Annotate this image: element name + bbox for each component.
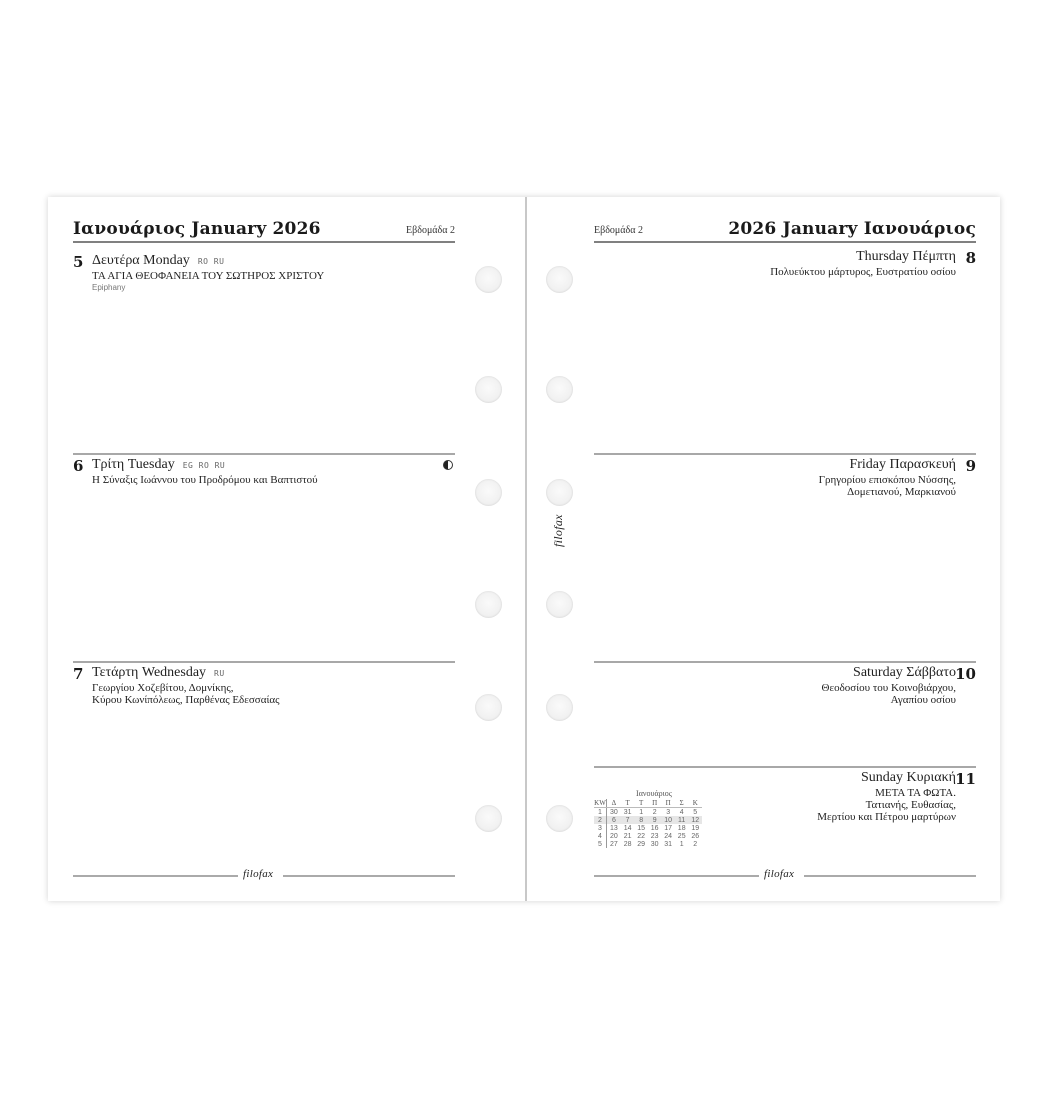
date-cell: 23 [650, 832, 659, 840]
feast-name: Θεοδοσίου του Κοινοβιάρχου, [821, 682, 956, 694]
day-notes [822, 682, 956, 706]
footer-rule [73, 875, 238, 877]
day-name: Τρίτη Tuesday EG RO RU [92, 457, 226, 472]
right-page-header [594, 219, 976, 243]
week-number: Εβδομάδα 2 [406, 225, 455, 236]
filofax-logo: filofax [243, 868, 274, 880]
day-number: 11 [955, 770, 976, 788]
feast-name: Τατιανής, Ευθασίας, [865, 799, 956, 811]
date-cell: 31 [623, 808, 632, 816]
date-cell: 22 [637, 832, 646, 840]
month-title: 2026 January Ιανουάριος [728, 219, 976, 239]
weekday-header: Π [648, 799, 662, 808]
date-cell: 5 [693, 808, 698, 816]
right-page [527, 197, 1000, 901]
date-cell: 8 [634, 816, 648, 824]
weekday-header: Κ [688, 799, 702, 808]
date-cell: 13 [610, 824, 618, 832]
date-cell: 1 [639, 808, 644, 816]
date-cell: 15 [637, 824, 646, 832]
right-page-footer [594, 870, 976, 882]
day-divider [73, 453, 455, 455]
binder-hole-icon [475, 805, 502, 832]
calendar-week-row [594, 808, 702, 817]
day-name: Friday Παρασκευή [849, 457, 956, 472]
date-cell: 7 [621, 816, 635, 824]
footer-rule [283, 875, 455, 877]
planner-spread [48, 197, 1000, 901]
footer-rule [594, 875, 759, 877]
binder-hole-icon [475, 376, 502, 403]
feast-name: Γρηγορίου επισκόπου Νύσσης, [818, 474, 956, 486]
weekday-header: Σ [675, 799, 689, 808]
feast-name: Η Σύναξις Ιωάννου του Προδρόμου και Βαπτιστού [92, 474, 318, 486]
mini-calendar-grid [594, 799, 702, 848]
date-cell: 29 [637, 840, 646, 848]
footer-rule [804, 875, 976, 877]
day-notes [92, 270, 324, 294]
calendar-week-row [594, 840, 702, 848]
calendar-week-row [594, 824, 702, 832]
date-cell: 12 [688, 816, 702, 824]
date-cell: 26 [691, 832, 700, 840]
week-column-header: KW [594, 799, 606, 807]
date-cell: 1 [679, 840, 684, 848]
day-name: Τετάρτη Wednesday RU [92, 665, 225, 680]
week-number-cell: 3 [594, 824, 607, 832]
week-number-cell: 4 [594, 832, 607, 840]
holiday-country-codes: RU [214, 669, 225, 678]
date-cell: 30 [650, 840, 659, 848]
calendar-week-row-current [594, 816, 702, 824]
day-name: Sunday Κυριακή [860, 770, 956, 785]
week-number-cell: 5 [594, 840, 607, 848]
day-notes [770, 266, 956, 278]
date-cell: 16 [650, 824, 659, 832]
week-number: Εβδομάδα 2 [594, 225, 643, 236]
feast-name: Πολυεύκτου μάρτυρος, Ευστρατίου οσίου [770, 266, 956, 278]
date-cell: 2 [693, 840, 698, 848]
date-cell: 10 [661, 816, 675, 824]
date-cell: 18 [677, 824, 686, 832]
day-block-tuesday[interactable] [73, 453, 455, 659]
day-number: 6 [73, 457, 84, 475]
holiday-name: Epiphany [92, 283, 126, 292]
date-cell: 6 [607, 816, 621, 824]
day-name: Thursday Πέμπτη [856, 249, 956, 264]
binder-hole-icon [475, 479, 502, 506]
weekday-header: Τ [621, 799, 635, 808]
holiday-country-codes: EG RO RU [182, 461, 226, 470]
day-block-wednesday[interactable] [73, 661, 455, 867]
month-title: Ιανουάριος January 2026 [73, 219, 321, 239]
day-divider [594, 766, 976, 768]
date-cell: 2 [652, 808, 657, 816]
day-divider [594, 453, 976, 455]
day-notes [92, 682, 280, 706]
first-quarter-moon-icon [443, 460, 453, 470]
day-block-thursday[interactable] [594, 245, 976, 451]
spine-filofax-logo: filofax [551, 514, 565, 547]
binder-hole-icon [475, 694, 502, 721]
weekday-header: Π [661, 799, 675, 808]
day-notes [92, 474, 318, 486]
mini-month-calendar [594, 789, 702, 848]
feast-name: ΜΕΤΑ ΤΑ ΦΩΤΑ. [875, 787, 956, 799]
date-cell: 28 [623, 840, 632, 848]
left-page-footer [73, 870, 455, 882]
date-cell: 11 [675, 816, 689, 824]
date-cell: 4 [679, 808, 684, 816]
day-block-monday[interactable] [73, 249, 455, 455]
date-cell: 25 [677, 832, 686, 840]
feast-name: Κύρου Κωνίπόλεως, Παρθένας Εδεσσαίας [92, 694, 280, 706]
day-name: Saturday Σάββατο [853, 665, 956, 680]
date-cell: 30 [610, 808, 618, 816]
date-cell: 21 [623, 832, 632, 840]
day-divider [594, 661, 976, 663]
binder-hole-icon [475, 266, 502, 293]
day-number: 10 [955, 665, 976, 683]
weekday-header: Δ [607, 799, 621, 808]
date-cell: 3 [666, 808, 671, 816]
mini-calendar-title: Ιανουάριος [636, 789, 672, 798]
date-cell: 14 [623, 824, 632, 832]
day-block-saturday[interactable] [594, 661, 976, 765]
day-notes [817, 787, 956, 823]
weekday-header: Τ [634, 799, 648, 808]
feast-name: Δομετιανού, Μαρκιανού [847, 486, 956, 498]
feast-name: ΤΑ ΑΓΙΑ ΘΕΟΦΑΝΕΙΑ ΤΟΥ ΣΩΤΗΡΟΣ ΧΡΙΣΤΟΥ [92, 270, 325, 282]
week-number-cell: 2 [594, 816, 607, 824]
holiday-country-codes: RO RU [197, 257, 225, 266]
date-cell: 24 [664, 832, 673, 840]
binder-hole-icon [475, 591, 502, 618]
left-page-header [73, 219, 455, 243]
day-name: Δευτέρα Monday RO RU [92, 253, 225, 268]
feast-name: Μερτίου και Πέτρου μαρτύρων [817, 811, 956, 823]
date-cell: 20 [610, 832, 618, 840]
day-number: 7 [73, 665, 84, 683]
feast-name: Γεωργίου Χοζεβίτου, Δομνίκης, [92, 682, 234, 694]
date-cell: 19 [691, 824, 700, 832]
date-cell: 31 [664, 840, 673, 848]
left-page [48, 197, 525, 901]
day-number: 8 [965, 249, 976, 267]
date-cell: 17 [664, 824, 673, 832]
date-cell: 9 [648, 816, 662, 824]
day-block-friday[interactable] [594, 453, 976, 659]
filofax-logo: filofax [764, 868, 795, 880]
date-cell: 27 [610, 840, 618, 848]
week-number-cell: 1 [594, 808, 607, 817]
calendar-week-row [594, 832, 702, 840]
day-number: 9 [965, 457, 976, 475]
day-notes [819, 474, 956, 498]
day-divider [73, 661, 455, 663]
day-number: 5 [73, 253, 84, 271]
feast-name: Αγαπίου οσίου [890, 694, 956, 706]
